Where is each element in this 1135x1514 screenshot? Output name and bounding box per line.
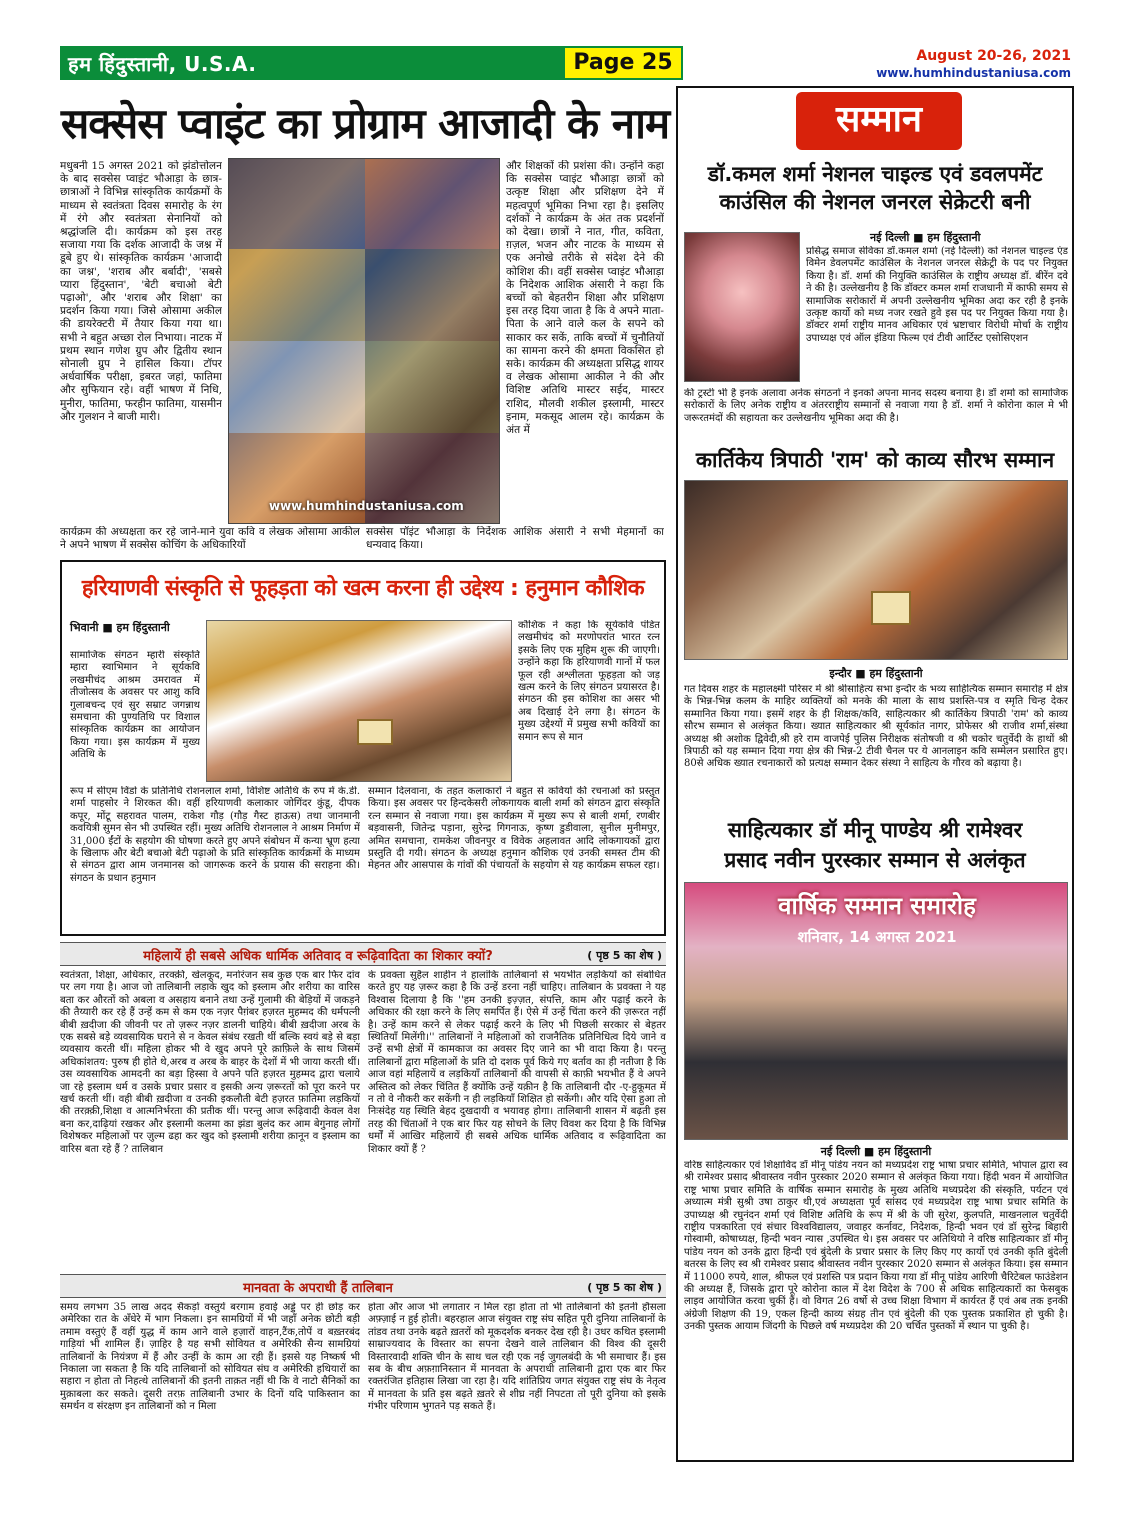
article3-headline: महिलायें ही सबसे अधिक धार्मिक अतिवाद व रूढ़िवादिता का शिकार क्यों? bbox=[143, 949, 493, 964]
article2-bottom-right: सम्मान दिलवाना, के तहत कलाकारों ने बहुत से कवियों की रचनाओं को प्रस्तुत किया। इस अवसर पर हिन्दकेसरी लोकगायक बाली शर्मा को संगठन द्वारा संस्कृति रत्न सम्मान से नवाजा गया। इस कार्यक्रम में मुख्य रूप से बाली शर्मा, रणबीर बड़वासनी, जितेन्द्र पड़ाना, सुरेन्द्र गिगनाऊ, कृष्ण डुडीवाला, सुनील मुनीमपुर, अमित समचाना, रामकेश जीवनपुर व विवेक अहलावत आदि लोकगायकों द्वारा प्रस्तुति दी गयी। संगठन के अध्यक्ष हनुमान कौशिक एवं उनकी समस्त टीम की मेहनत और आसपास के गांवों की पंचायतों के सहयोग से यह कार्यक्रम सफल रहा। bbox=[368, 786, 660, 872]
story2-dateline: इन्दौर ■ हम हिंदुस्तानी bbox=[829, 667, 923, 680]
article1-col3-end: सक्सेस पॉइंट भौआड़ा के निर्देशक आशिक अंसारी ने सभी मेहमानों का धन्यवाद किया। bbox=[366, 526, 664, 552]
website-link[interactable]: www.humhindustaniusa.com bbox=[876, 66, 1071, 80]
story1-dateline: नई दिल्ली ■ हम हिंदुस्तानी bbox=[870, 231, 981, 244]
article2-photo bbox=[206, 620, 512, 782]
article1-photo-collage bbox=[228, 158, 500, 524]
story3-dateline: नई दिल्ली ■ हम हिंदुस्तानी bbox=[820, 1145, 932, 1158]
story1-headline: डॉ.कमल शर्मा नेशनल चाइल्ड एवं डवलपमेंट काउंसिल की नेशनल जनरल सेक्रेटरी बनी bbox=[707, 162, 1043, 214]
collage-tile bbox=[229, 341, 365, 433]
story1-portrait bbox=[684, 232, 800, 382]
article2-headline: हरियाणवी संस्कृति से फूहड़ता को खत्म करना ही उद्देश्य : हनुमान कौशिक bbox=[81, 576, 645, 601]
award-plaque bbox=[357, 719, 393, 745]
issue-date: August 20-26, 2021 bbox=[916, 48, 1071, 64]
article3-continued: ( पृष्ठ 5 का शेष ) bbox=[587, 949, 662, 962]
photo-watermark: www.humhindustaniusa.com bbox=[269, 499, 464, 513]
article1-col1-end: कार्यक्रम की अध्यक्षता कर रहे जाने-माने युवा कवि व लेखक ओसामा आकील ने अपने भाषण में सक्सेस कोचिंग के अधिकारियों bbox=[60, 526, 360, 552]
article3-col2: के प्रवक्ता सुहैल शाहीन ने हालांकि तालिबानों से भयभीत लड़कियों को संबोधित करते हुए यह ज़रूर कहा है कि उन्हें डरना नहीं चाहिए। तालिबान के प्रवक्ता ने यह विश्वास दिलाया है कि ''हम उनकी इज़्ज़त, संपत्ति, काम और पढ़ाई करने के अधिकार की रक्षा करने के लिए समर्पित हैं। ऐसे में उन्हें चिंता करने की ज़रूरत नहीं है। उन्हें काम करने से लेकर पढ़ाई करने के लिए भी पिछली सरकार से बेहतर स्थितियाँ मिलेंगी।'' तालिबानों ने महिलाओं को राजनैतिक प्रतिनिधित्व दिये जाने व उन्हें सभी क्षेत्रों में कामकाज का अवसर दिए जाने का भी वादा किया है। परन्तु तालिबानों द्वारा महिलाओं के प्रति दो दशक पूर्व किये गए बर्ताव का ही नतीजा है कि आज वहां महिलायें व लड़कियाँ तालिबानों की वापसी से काफ़ी भयभीत हैं वे अपने अस्तित्व को लेकर चिंतित हैं क्योंकि उन्हें यक़ीन है कि तालिबानी दौर -ए-हुकूमत में न तो वे नौकरी कर सकेंगी न ही लड़कियाँ शिक्षित हो सकेंगी। और यदि ऐसा हुआ तो निःसंदेह यह स्थिति बेहद दुखदायी व भयावह होगा। तालिबानी शासन में बढ़ती इस तरह की चिंताओं ने एक बार फिर यह सोचने के लिए विवश कर दिया है कि विभिन्न धर्मों में आखिर महिलायें ही सबसे अधिक धार्मिक अतिवाद व रूढ़िवादिता का शिकार क्यों हैं ? bbox=[368, 970, 666, 1155]
article2-dateline: भिवानी ■ हम हिंदुस्तानी bbox=[70, 621, 170, 634]
collage-tile bbox=[365, 249, 500, 341]
story2-photo bbox=[684, 480, 1068, 660]
story1-full-text: की ट्रस्टी भी है इनके अलावा अनेक संगठनों ने इनको अपना मानद सदस्य बनाया है। डॉ शर्मा को सामाजिक सरोकारों के लिए अनेक राष्ट्रीय व अंतरराष्ट्रीय सम्मानों से नवाजा गया है डॉ. शर्मा ने कोरोना काल मे भी जरूरतमंदों की सहायता कर उल्लेखनीय भूमिका अदा की है। bbox=[684, 388, 1068, 424]
page-number: Page 25 bbox=[563, 46, 683, 80]
photo-banner-text: वार्षिक सम्मान समारोह bbox=[778, 892, 976, 920]
article1-col3: और शिक्षकों की प्रशंसा की। उन्होंने कहा कि सक्सेस प्वाइंट भौआड़ा छात्रों को उत्कृष्ट शिक्षा और प्रशिक्षण देने में महत्वपूर्ण भूमिका निभा रहा है। इसलिए दर्शकों ने कार्यक्रम के अंत तक प्रदर्शनों को देखा। छात्रों ने नात, गीत, कविता, ग़ज़ल, भजन और नाटक के माध्यम से एक अनोखे तरीके से संदेश देने की कोशिश की। वहीं सक्सेस प्वाइंट भौआड़ा के निदेशक आशिक अंसारी ने कहा कि बच्चों को बेहतरीन शिक्षा और प्रशिक्षण इस तरह दिया जाता है कि वे अपने माता-पिता के आने वाले कल के सपने को साकार कर सकें, ताकि बच्चों में चुनौतियों का सामना करने की क्षमता विकसित हो सके। कार्यक्रम की अध्यक्षता प्रसिद्ध शायर व लेखक ओसामा आकील ने की और विशिष्ट अतिथि मास्टर सईद, मास्टर राशिद, मौलवी शकील इस्लामी, मास्टर इनाम, मकसूद आलम रहे। कार्यक्रम के अंत में bbox=[506, 160, 664, 437]
article4-col2: होता और आज भी लगातार न मिल रहा होता तो भी तालिबानों की इतनी हौसला अफ़्ज़ाई न हुई होती। बहरहाल आज संयुक्त राष्ट्र संघ सहित पूरी दुनिया तालिबानों के तांडव तथा उनके बढ़ते ख़तरों को मूकदर्शक बनकर देख रही है। उधर कथित इस्लामी साम्राज्यवाद के विस्तार का सपना देखने वाले तालिबान की विश्व की दूसरी विस्तारवादी शक्ति चीन के साथ चल रही एक नई जुगलबंदी के भी समाचार हैं। इस सब के बीच अफ़ग़ानिस्तान में मानवता के अपराधी तालिबानी द्वारा एक बार फिर रक्तरंजित इतिहास लिखा जा रहा है। यदि शांतिप्रिय जगत संयुक्त राष्ट्र संघ के नेतृत्व में मानवता के प्रति इस बढ़ते ख़तरे से शीघ्र नहीं निपटता तो पूरी दुनिया को इसके गंभीर परिणाम भुगतने पड़ सकते हैं। bbox=[368, 1302, 666, 1413]
story1-side-text: प्रसिद्ध समाज सेविका डॉ.कमल शर्मा (नई दिल्ली) को नेशनल चाइल्ड एंड विमेन डेवलपमेंट काउंसिल के नेशनल जनरल सेक्रेट्री के पद पर नियुक्त किया है। डॉ. शर्मा की नियुक्ति काउंसिल के राष्ट्रीय अध्यक्ष डॉ. बीरेंन दवे ने की है। उल्लेखनीय है कि डॉक्टर कमल शर्मा राजधानी में काफी समय से सामाजिक सरोकारों में अपनी उल्लेखनीय भूमिका अदा कर रही है इनके उत्कृष्ट कार्यो को मध्य नजर रखते हुवे इस पद पर नियुक्त किया गया है। डॉक्टर शर्मा राष्ट्रीय मानव अधिकार एवं भ्रष्टाचार विरोधी मोर्चा के राष्ट्रीय उपाध्यक्ष एवं ऑल इंडिया फिल्म एवं टीवी आर्टिस्ट एसोसिएशन bbox=[806, 246, 1068, 344]
story2-headline: कार्तिकेय त्रिपाठी 'राम' को काव्य सौरभ सम्मान bbox=[695, 448, 1055, 472]
story3-photo bbox=[684, 882, 1068, 1140]
sidebar-banner: सम्मान bbox=[796, 92, 962, 150]
article4-col1: समय लगभग 35 लाख अदद सैकड़ों वस्तुयें बरगाम हवाई अड्डे पर ही छोड़ कर अमेरिका रात के अँधेरे में भाग निकला। इन सामग्रियों में भी जहाँ अनेक छोटी बड़ी तमाम वस्तुएं हैं वहीं युद्ध में काम आने वाले हज़ारों वाहन,टैंक,तोपें व बख़्तरबंद गाड़ियां भी शामिल हैं। ज़ाहिर है यह सभी सोवियत व अमेरिकी सैन्य सामग्रियां तालिबानों के नियंत्रण में हैं और उन्हीं के काम आ रही हैं। इससे यह निष्कर्ष भी निकाला जा सकता है कि यदि तालिबानों को सोवियत संघ व अमेरिकी हथियारों का सहारा न होता तो निहत्थे तालिबानों की इतनी ताक़त नहीं थी कि वे नाटो सैनिकों का मुक़ाबला कर सकते। दूसरी तरफ़ तालिबानी उभार के दिनों यदि पाकिस्तान का समर्थन व संरक्षण इन तालिबानों को न मिला bbox=[60, 1302, 360, 1413]
photo-banner-date: शनिवार, 14 अगस्त 2021 bbox=[797, 928, 957, 946]
collage-tile bbox=[229, 249, 365, 341]
story2-text: गत दिवस शहर के महालक्ष्मी परिसर में श्री श्रीसाहित्य सभा इन्दौर के भव्य साहित्यिक सम्मान समारोह में क्षेत्र के भिन्न-भिन्न कलम के माहिर व्यक्तियों को मनके की माला के साथ प्रशस्ति-पत्र व स्मृति चिन्ह देकर सम्मानित किया गया। इसमें शहर के ही शिक्षक/कवि, साहित्यकार श्री कार्तिकेय त्रिपाठी 'राम' को काव्य सौरभ सम्मान से अलंकृत किया। ख्यात साहित्यकार श्री सूर्यकांत नागर, प्रोफेसर श्री राजीव शर्मा,संस्था अध्यक्ष श्री अशोक द्विवेदी,श्री हरे राम वाजपेई पुलिस निरीक्षक संतोषजी व श्री चकोर चतुर्वेदी के हाथों श्री त्रिपाठी को यह सम्मान दिया गया क्षेत्र की भिन्न-2 टीवी चैनल पर ये आनलाइन कवि सम्मेलन प्रसारित हुए। 80से अधिक ख्यात रचनाकारों को प्रत्यक्ष सम्मान देकर संस्था ने साहित्य के गौरव को बढ़ाया है। bbox=[684, 684, 1068, 770]
article4-continued: ( पृष्ठ 5 का शेष ) bbox=[587, 1281, 662, 1294]
article4-headline: मानवता के अपराधी हैं तालिबान bbox=[243, 1281, 393, 1296]
article2-bottom-left: रूप में सीएम विंडो के प्रतिनिधि रोशनलाल शर्मा, विशिष्ट अतिथि के रुप में के.डी. शर्मा पाहसोर ने शिरकत की। वहीं हरियाणवी कलाकार जोगिंदर कुंडू, दीपक कपूर, मोंटू सहरावत पालम, राकेश गौड़ (गौड़ गैस्ट हाऊस) तथा जानमानी कवयित्री सुमन सेन भी उपस्थित रहीं। मुख्य अतिथि रोशनलाल ने आश्रम निर्माण में 31,000 ईंटों के सहयोग की घोषणा करते हुए अपने संबोधन में कन्या भ्रूण हत्या के खिलाफ और बेटी बचाओ बेटी पढ़ाओ के प्रति सांस्कृतिक कार्यक्रमों के माध्यम से संगठन द्वारा आम जनमानस को जागरूक करने के प्रयास की सराहना की। संगठन के प्रधान हनुमान bbox=[70, 786, 360, 884]
article1-headline: सक्सेस प्वाइंट का प्रोग्राम आजादी के नाम bbox=[60, 99, 670, 148]
award-plaque bbox=[871, 591, 911, 625]
masthead-brand: हम हिंदुस्तानी, U.S.A. bbox=[68, 52, 257, 76]
article2-col1: सामाजिक संगठन म्हारी संस्कृति म्हारा स्वाभिमान ने सूर्यकवि लखमीचंद आश्रम उमरावत में तीजोत्सव के अवसर पर आशु कवि गुलाबचन्द एवं सुर सम्राट जगन्नाथ समचाना की पुण्यतिथि पर विशाल सांस्कृतिक कार्यक्रम का आयोजन किया गया। इस कार्यक्रम में मुख्य अतिथि के bbox=[70, 650, 200, 761]
story3-headline-line1: साहित्यकार डॉ मीनू पाण्डेय श्री रामेश्वर bbox=[727, 818, 1023, 842]
collage-tile bbox=[229, 159, 365, 249]
article3-col1: स्वतंत्रता, शिक्षा, अधिकार, तरक्क़ी, खेलकूद, मनोरंजन सब कुछ एक बार फिर दांव पर लग गया है। आज जो तालिबानी लड़ाके खुद को इस्लाम और शरीया का वारिस बता कर औरतों को अबला व असहाय बनाने तथा उन्हें गुलामी की बेड़ियों में जकड़ने की तैय्यारी कर रहे हैं उन्हें कम से कम एक नज़र पैग़ंबर हज़रत मुहम्मद की धर्मपत्नी बीबी ख़दीजा की जीवनी पर तो ज़रूर नज़र डालनी चाहिये। बीबी ख़दीजा अरब के एक सबसे बड़े व्यवसायिक घराने से न केवल संबंध रखती थीं बल्कि स्वयं बड़े से बड़ा व्यवसाय करती थीं। महिला होकर भी वे खुद अपने पूरे क़ाफ़िले के साथ जिसमें अधिकांशतय: पुरुष ही होते थे,अरब व अरब के बाहर के देशों में भी जाया करती थीं। उस व्यवसायिक आमदनी का बड़ा हिस्सा वे अपने पति हज़रत मुहम्मद द्वारा चलाये जा रहे इस्लाम धर्म व उसके प्रचार प्रसार व इसकी अन्य ज़रूरतों को पूरा करने पर खर्च करती थीं। वही बीबी ख़दीजा व उनकी इकलौती बेटी हज़रत फ़ातिमा लड़कियों की तरक़्क़ी,शिक्षा व आत्मनिर्भरता की प्रतीक थीं। परन्तु आज रूढ़िवादी केवल वेश बना कर,दाढ़ियां रखकर और इस्लामी कलमा का झंडा बुलंद कर आम बेगुनाह लोगों विशेषकर महिलाओं पर ज़ुल्म ढहा कर खुद को इस्लामी शरीया क़ानून व इस्लाम का वारिस बता रहे हैं ? तालिबान bbox=[60, 970, 360, 1155]
story3-headline-line2: प्रसाद नवीन पुरस्कार सम्मान से अलंकृत bbox=[724, 848, 1026, 872]
article2-col3: कौशिक ने कहा कि सूर्यकवि पंडित लखमीचंद को मरणोपरांत भारत रत्न इसके लिए एक मुहिम शुरू की जाएगी। उन्होंने कहा कि हरियाणवी गानों में फल फूल रही अश्लीलता फूहड़ता को जड़ खत्म करने के लिए संगठन प्रयासरत है। संगठन की इस कोशिश का असर भी अब दिखाई देने लगा है। संगठन के मुख्य उद्देश्यों में प्रमुख सभी कवियों का समान रूप से मान bbox=[518, 620, 660, 743]
collage-tile bbox=[365, 341, 500, 433]
story3-text: वरिष्ठ साहित्यकार एवं शिक्षाविद डॉ मीनू पांडेय नयन को मध्यप्रदेश राष्ट्र भाषा प्रचार समिति, भोपाल द्वारा स्व श्री रामेश्वर प्रसाद श्रीवास्तव नवीन पुरस्कार 2020 सम्मान से अलंकृत किया गया। हिंदी भवन में आयोजित राष्ट्र भाषा प्रचार समिति के वार्षिक सम्मान समारोह के मुख्य अतिथि मध्यप्रदेश की संस्कृति, पर्यटन एवं अध्यात्म मंत्री सुश्री उषा ठाकुर थी,एवं अध्यक्षता पूर्व सांसद एवं मध्यप्रदेश राष्ट्र भाषा प्रचार समिति के उपाध्यक्ष श्री रघुनंदन शर्मा एवं विशिष्ट अतिथि के रूप में श्री के जी सुरेश, कुलपति, माखनलाल चतुर्वेदी राष्ट्रीय पत्रकारिता एवं संचार विश्वविद्यालय, जवाहर कर्नावट, निदेशक, हिन्दी भवन एवं डॉ सुरेन्द्र बिहारी गोस्वामी, कोषाध्यक्ष, हिन्दी भवन न्यास ,उपस्थित थे। इस अवसर पर अतिथियो ने वरिष्ठ साहित्यकार डॉ मीनू पांडेय नयन को उनके द्वारा हिन्दी एवं बुंदेली के प्रचार प्रसार के लिए किए गए कार्यो एवं उनकी कृति बुंदेली बतरस के लिए स्व श्री रामेश्वर प्रसाद श्रीवास्तव नवीन पुरस्कार 2020 सम्मान से अलंकृत किया। इस सम्मान में 11000 रुपये, शाल, श्रीफल एवं प्रशस्ति पत्र प्रदान किया गया डॉ मीनू पांडेय आरिणी चैरिटेबल फाउंडेशन की अध्यक्ष हैं, जिसके द्वारा पूरे कोरोना काल में देश विदेश के 700 से अधिक साहित्यकारों का फेसबुक लाइव आयोजित करवा चुकीं हैं। वो विगत 26 वर्षो से उच्च शिक्षा विभाग में कार्यरत हैं एवं अब तक इनकी अंग्रेजी शिक्षण की 19, एकल हिन्दी काव्य संग्रह तीन एवं बुंदेली की एक पुस्तक प्रकाशित हो चुकी है। उनकी पुस्तक आयाम जिंदगी के पिछले वर्ष मध्यप्रदेश की 20 चर्चित पुस्तकों में स्थान पा चुकी है। bbox=[684, 1160, 1068, 1333]
article1-col1: मधुबनी 15 अगस्त 2021 को झंडोत्तोलन के बाद सक्सेस प्वाइंट भौआड़ा के छात्र-छात्राओं ने विभिन्न सांस्कृतिक कार्यक्रमों के माध्यम से स्वतंत्रता दिवस समारोह के रंग में रंगे और स्वतंत्रता सेनानियों को श्रद्धांजलि दी। कार्यक्रम को इस तरह सजाया गया कि दर्शक आजादी के जश्न में डूबे हुए थे। सांस्कृतिक कार्यक्रम 'आजादी का जश्न', 'शराब और बर्बादी', 'सबसे प्यारा हिंदुस्तान', 'बेटी बचाओ बेटी पढ़ाओ', और 'शराब और शिक्षा' का प्रदर्शन किया गया। जिसे ओसामा अकील की डायरेक्टरी में तैयार किया गया था। सभी ने बहुत अच्छा रोल निभाया। नाटक में प्रथम स्थान गणेश ग्रुप और द्वितीय स्थान सोनाली ग्रुप ने हासिल किया। टॉपर अर्धवार्षिक परीक्षा, इबरत जहां, फातिमा और सुफियान रहे। वहीं भाषण में निधि, मुनीरा, फातिमा, फरहीन फातिमा, यासमीन और गुलशन ने बाजी मारी। bbox=[60, 160, 222, 423]
collage-tile bbox=[365, 159, 500, 249]
